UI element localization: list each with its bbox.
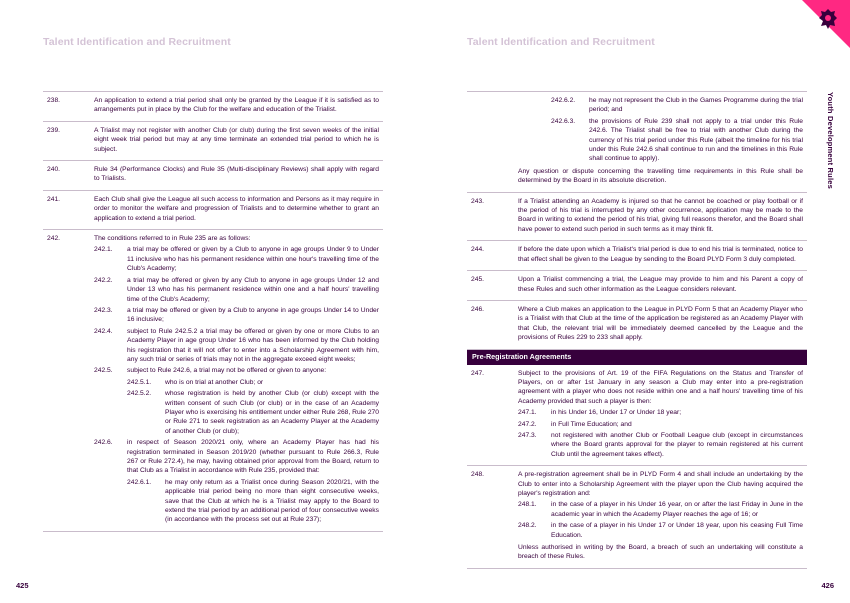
subrule-242-2 bbox=[94, 276, 379, 304]
subrule-242-6-2 bbox=[551, 96, 803, 115]
subrule-242-6-3 bbox=[551, 117, 803, 164]
subrule-number: 248.2. bbox=[518, 522, 537, 530]
rule-text: Subject to the provisions of Art. 19 of the FIFA Regulations on the Status and Transfer of Players, on or after 1st January in any season a Club may enter into a pre-registration agreement with a player who does not reside within one and a half hours' travelling time of his Academy provided that such a player is then: bbox=[518, 369, 803, 405]
subrule-number: 242.2. bbox=[94, 276, 113, 284]
left-page-number: 425 bbox=[16, 581, 29, 590]
subrule-247-3 bbox=[518, 431, 803, 459]
rule-number: 247. bbox=[471, 369, 485, 377]
subrule-242-5-1 bbox=[127, 378, 379, 387]
rule-text: An application to extend a trial period shall only be granted by the League if it is satisfied as to arrangements put in place by the Club for the welfare and education of the Trialist. bbox=[94, 97, 379, 114]
rule-number: 244. bbox=[471, 246, 485, 254]
rule-243 bbox=[467, 193, 807, 242]
right-page-header: Talent Identification and Recruitment bbox=[467, 36, 655, 48]
section-side-label: Youth Development Rules bbox=[826, 92, 835, 189]
subrule-text: not registered with another Club or Football League club (except in circumstances where the Board grants approval for the player to remain registered at his current Club until the agreement takes effect). bbox=[551, 431, 803, 458]
subrule-text: in the case of a player in his Under 16 year, on or after the last Friday in June in the academic year in which the Academy Player reaches the age of 16; or bbox=[551, 501, 803, 518]
rule-number: 238. bbox=[47, 97, 61, 104]
subrule-text: whose registration is held by another Club (or club) except with the written consent of such Club (or club) or in the case of an Academy Player who is exercising his entitlement under either Rule 268, Rule 270 or Rule 271 to seek registration as an Academy Player at the Academy of another Club (or club); bbox=[165, 390, 379, 435]
subrule-text: subject to Rule 242.5.2 a trial may be offered or given by one or more Clubs to an Academy Player in age group Under 16 who has been informed by the Club holding his registration that it will not offer to enter into a Scholarship Agreement with him, any such trial or series of trials may not in the aggregate exceed eight weeks; bbox=[127, 327, 379, 363]
right-page-number: 426 bbox=[821, 581, 834, 590]
subrule-number: 242.6. bbox=[94, 439, 113, 447]
subrule-text: in the case of a player in his Under 17 or Under 18 year, upon his ceasing Full Time Education. bbox=[551, 522, 803, 539]
rule-number: 245. bbox=[471, 276, 485, 284]
subrule-number: 242.3. bbox=[94, 306, 113, 314]
rule-number: 240. bbox=[47, 166, 61, 174]
rule-text: The conditions referred to in Rule 235 are as follows: bbox=[94, 235, 251, 243]
rule-number: 242. bbox=[47, 235, 61, 243]
rule-text: If a Trialist attending an Academy is injured so that he cannot be coached or play football or if the period of his trial is interrupted by any other occurrence, application may be made to the Board in writing to extend the period of his trial, giving full reasons therefor, and the Board shall have power to extend such period in such terms as it may think fit. bbox=[518, 197, 803, 233]
rule-text: Each Club shall give the League all such access to information and Persons as it may require in order to monitor the welfare and progression of Trialists and to determine whether to grant an application to extend a trial period. bbox=[94, 195, 379, 222]
right-rules-box bbox=[467, 91, 807, 569]
subrule-text: the provisions of Rule 239 shall not apply to a trial under this Rule 242.6. The Trialist shall be free to trial with another Club during the currency of his trial period under this Rule (albeit the timeline for his trial under this Rule 242.6 shall continue to run and the timelines in this Rule shall continue to apply). bbox=[589, 117, 803, 163]
rule-number: 248. bbox=[471, 471, 485, 479]
rule-246 bbox=[467, 301, 807, 350]
subrule-247-1 bbox=[518, 408, 803, 417]
rule-number: 241. bbox=[47, 195, 61, 203]
subrule-number: 242.5. bbox=[94, 367, 113, 375]
rule-text: Where a Club makes an application to the League in PLYD Form 5 that an Academy Player who is a Trialist with that Club at the time of the application be registered as an Academy Player with that Club, the relevant trial will be immediately deemed cancelled by the League and the provisions of Rules 229 to 233 shall apply. bbox=[518, 305, 803, 342]
subrule-number: 248.1. bbox=[518, 501, 537, 509]
section-heading-pre-registration: Pre-Registration Agreements bbox=[467, 350, 807, 365]
subrule-number: 247.2. bbox=[518, 420, 537, 428]
travel-time-note: Any question or dispute concerning the travelling time requirements in this Rule shall be determined by the Board in its absolute discretion. bbox=[518, 167, 803, 185]
lion-crest-icon bbox=[818, 8, 838, 30]
subrule-text: subject to Rule 242.6, a trial may not be offered or given to anyone: bbox=[127, 367, 327, 375]
rule-242 bbox=[43, 230, 383, 531]
left-column bbox=[43, 91, 383, 532]
rule-239 bbox=[43, 122, 383, 161]
rule-242-continued bbox=[467, 92, 807, 193]
subrule-247-2 bbox=[518, 420, 803, 429]
subrule-242-6-1 bbox=[127, 478, 379, 525]
subrule-242-3 bbox=[94, 306, 379, 325]
subrule-text: in Full Time Education; and bbox=[551, 420, 632, 428]
rule-text: A pre-registration agreement shall be in PLYD Form 4 and shall include an undertaking by the Club to enter into a Scholarship Agreement with the player upon the Club having acquired the player's registration and: bbox=[518, 471, 803, 497]
subrule-248-2 bbox=[518, 521, 803, 540]
rule-247 bbox=[467, 365, 807, 467]
rule-number: 239. bbox=[47, 126, 61, 134]
subrule-text: in respect of Season 2020/21 only, where an Academy Player has had his registration terminated in Season 2019/20 (whether pursuant to Rule 266.3, Rule 267 or Rule 272.4), he may, having obtained prior approval from the Board, return to that Club as a Trialist in accordance with Rule 235, provided that: bbox=[127, 439, 379, 475]
rule-text: Rule 34 (Performance Clocks) and Rule 35 (Multi-disciplinary Reviews) shall apply with regard to Trialists. bbox=[94, 166, 379, 183]
subrule-number: 247.3. bbox=[518, 431, 537, 439]
subrule-text: a trial may be offered or given by any Club to anyone in age groups Under 12 and Under 13 who has his permanent residence within one and a half hours' travelling time of the Club's Academy; bbox=[127, 276, 379, 303]
subrule-242-5 bbox=[94, 366, 379, 436]
rule-245 bbox=[467, 271, 807, 301]
right-column bbox=[467, 91, 807, 569]
rule-number: 246. bbox=[471, 305, 485, 313]
rule-248 bbox=[467, 466, 807, 568]
rule-241 bbox=[43, 191, 383, 230]
subrule-number: 242.6.3. bbox=[551, 117, 576, 125]
subrule-number: 242.5.2. bbox=[127, 390, 152, 398]
rule-240 bbox=[43, 161, 383, 191]
rule-text: A Trialist may not register with another Club (or club) during the first seven weeks of the initial eight week trial period but may at any time terminate an extended trial period to which he is subject. bbox=[94, 126, 379, 153]
subrule-number: 242.6.1. bbox=[127, 478, 152, 486]
subrule-text: in his Under 16, Under 17 or Under 18 year; bbox=[551, 409, 682, 417]
rule-238 bbox=[43, 92, 383, 122]
subrule-number: 242.6.2. bbox=[551, 97, 576, 104]
subrule-242-4 bbox=[94, 327, 379, 365]
subrule-text: a trial may be offered or given by a Club to anyone in age groups Under 14 to Under 16 inclusive; bbox=[127, 306, 379, 324]
subrule-248-1 bbox=[518, 500, 803, 519]
subrule-text: he may not represent the Club in the Games Programme during the trial period; and bbox=[589, 97, 803, 114]
subrule-242-5-2 bbox=[127, 389, 379, 436]
subrule-number: 242.1. bbox=[94, 246, 113, 254]
subrule-242-6 bbox=[94, 438, 379, 525]
subrule-number: 242.5.1. bbox=[127, 378, 152, 386]
breach-note: Unless authorised in writing by the Board, a breach of such an undertaking will constitute a breach of these Rules. bbox=[518, 544, 803, 561]
rule-244 bbox=[467, 241, 807, 271]
subrule-number: 242.4. bbox=[94, 327, 113, 335]
left-page-header: Talent Identification and Recruitment bbox=[43, 36, 231, 48]
subrule-number: 247.1. bbox=[518, 409, 537, 417]
rule-text: If before the date upon which a Trialist's trial period is due to end his trial is terminated, notice to that effect shall be given to the League by sending to the Board PLYD Form 3 duly completed. bbox=[518, 246, 803, 263]
left-rules-box bbox=[43, 91, 383, 532]
subrule-242-1 bbox=[94, 245, 379, 273]
rule-number: 243. bbox=[471, 197, 485, 205]
subrule-text: he may only return as a Trialist once during Season 2020/21, with the applicable trial period being no more than eight consecutive weeks, save that the Club at which he is a Trialist may apply to the Board to extend the trial period by an additional period of four consecutive weeks (in accordance with the process set out at Rule 237); bbox=[165, 478, 379, 524]
rule-text: Upon a Trialist commencing a trial, the League may provide to him and his Parent a copy of these Rules and such other information as the League considers relevant. bbox=[518, 276, 803, 293]
subrule-text: a trial may be offered or given by a Club to anyone in age groups Under 9 to Under 11 inclusive who has his permanent residence within one hour's travelling time of the Club's Academy; bbox=[127, 246, 379, 273]
subrule-text: who is on trial at another Club; or bbox=[165, 378, 264, 386]
